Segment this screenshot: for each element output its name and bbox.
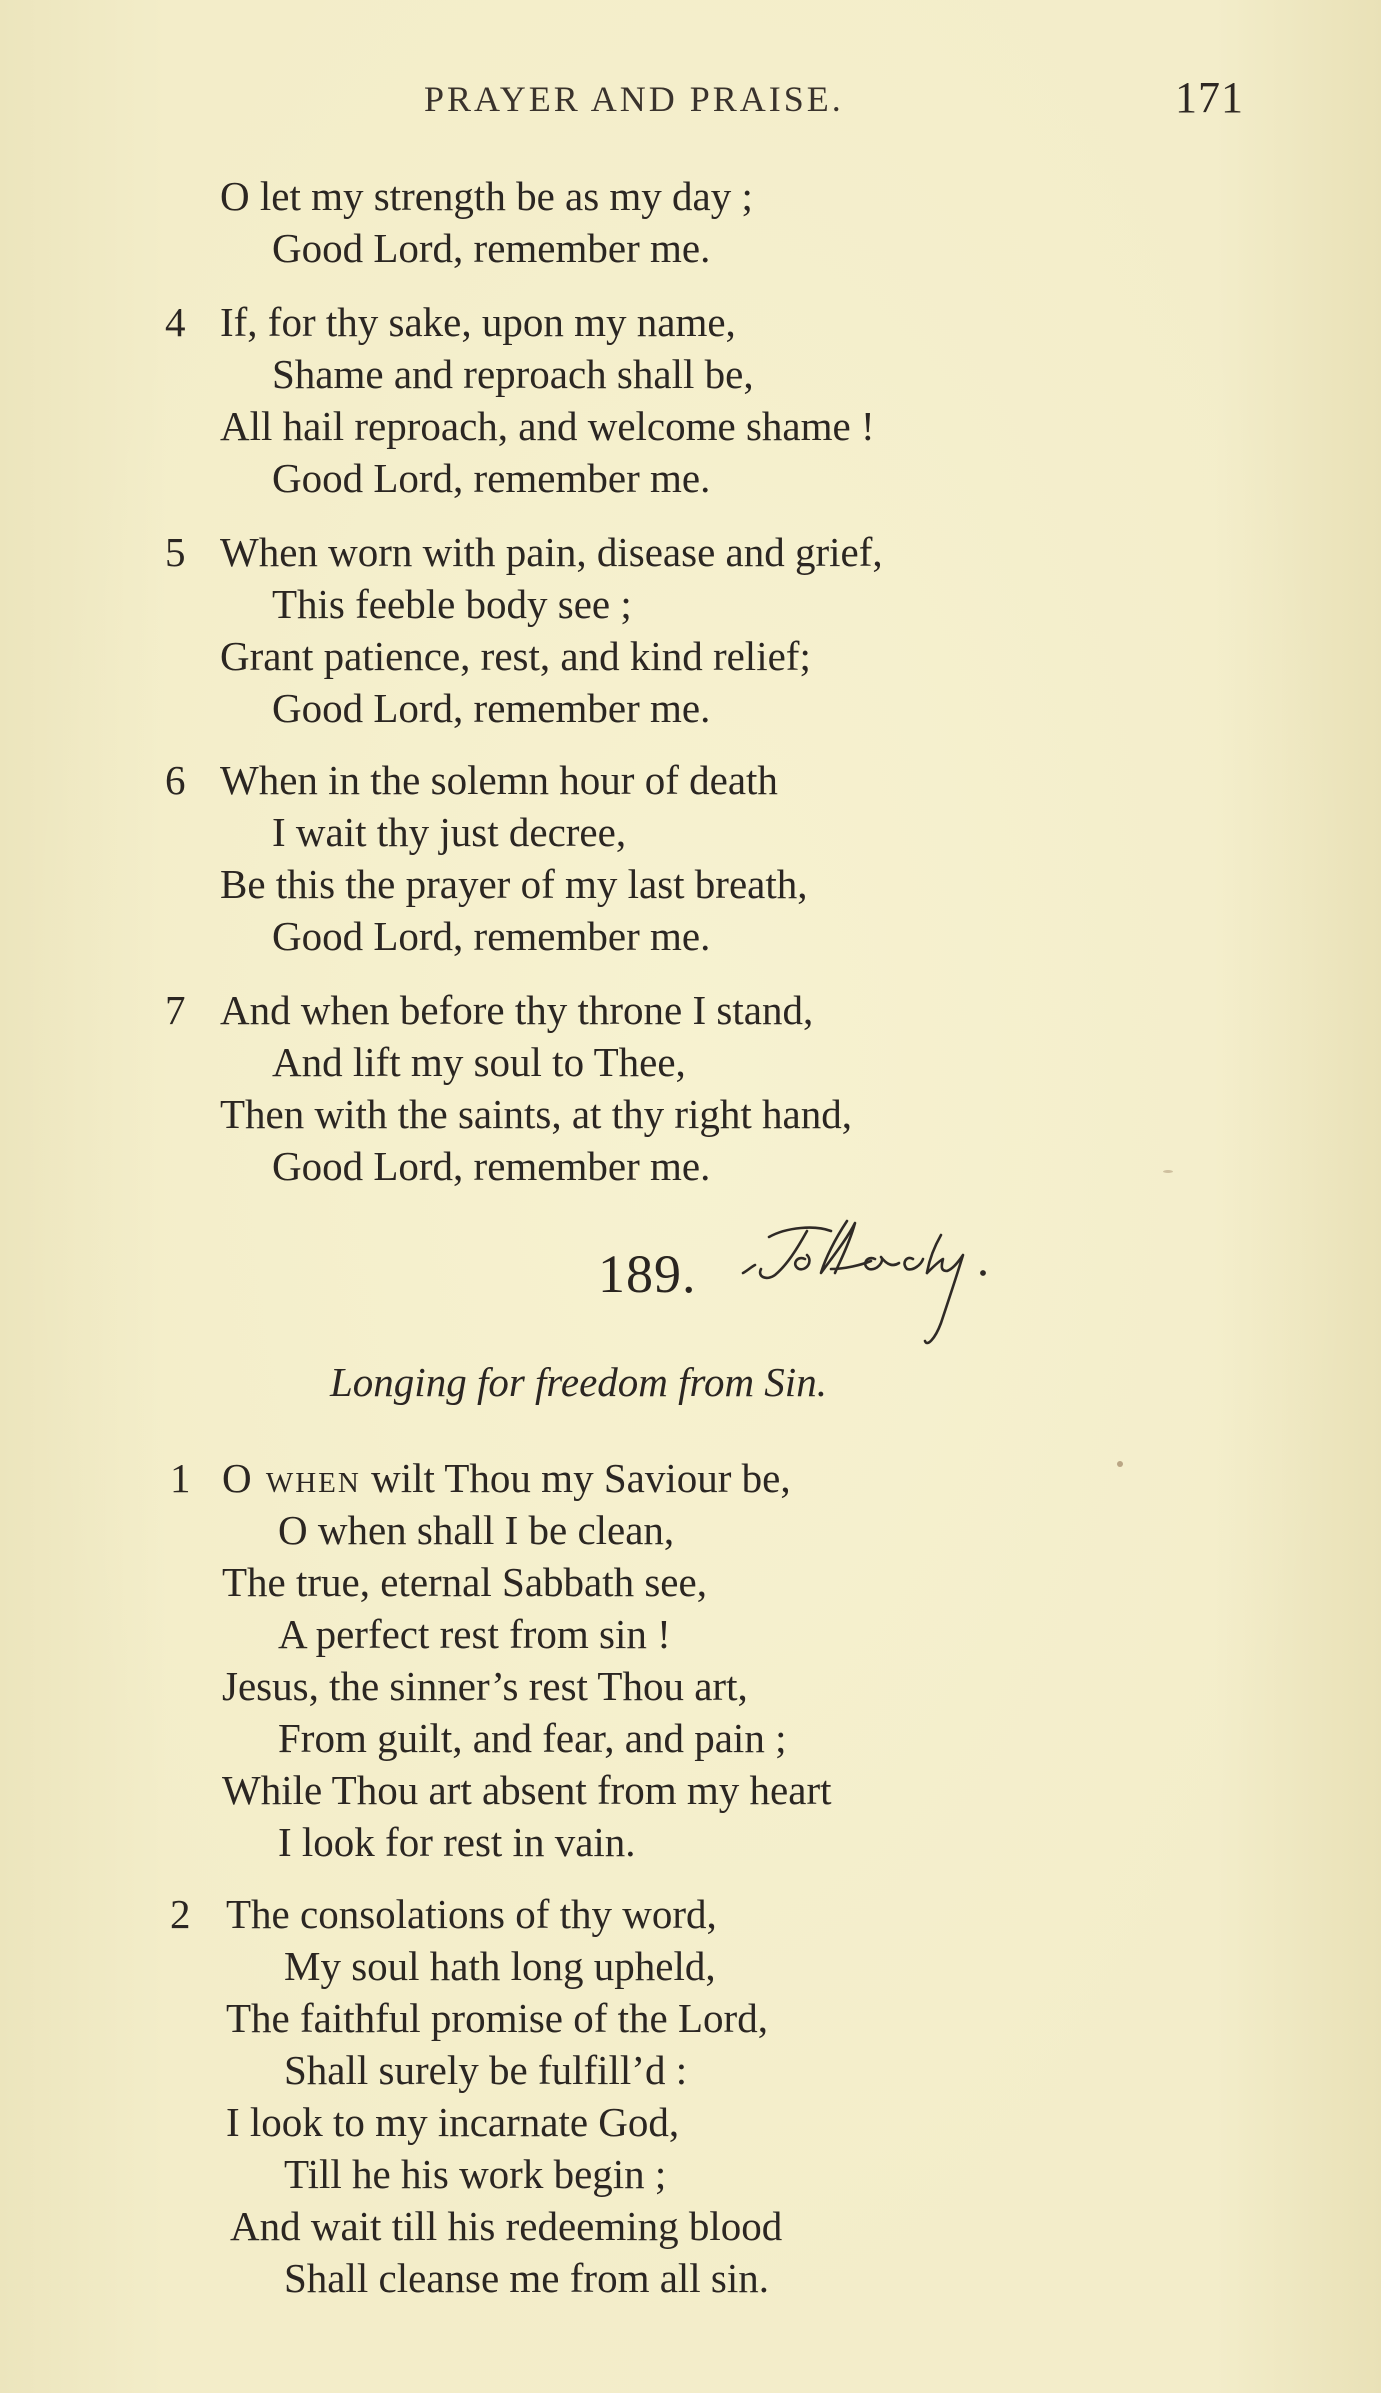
verse-number: 6 — [165, 757, 186, 803]
verse-line: And lift my soul to Thee, — [272, 1039, 686, 1085]
verse-line: I look to my incarnate God, — [226, 2099, 680, 2145]
verse-line: Good Lord, remember me. — [272, 685, 711, 731]
verse-line: Till he his work begin ; — [284, 2151, 667, 2197]
verse-number: 5 — [165, 529, 186, 575]
verse-line: Then with the saints, at thy right hand, — [220, 1091, 852, 1137]
verse-line: When in the solemn hour of death — [220, 757, 778, 803]
verse-number: 7 — [165, 987, 186, 1033]
verse-line: The true, eternal Sabbath see, — [222, 1559, 707, 1605]
verse-line: I look for rest in vain. — [278, 1819, 636, 1865]
verse-line: Good Lord, remember me. — [272, 1143, 711, 1189]
verse-line: O when shall I be clean, — [278, 1507, 675, 1553]
page-header — [0, 72, 1381, 132]
handwritten-tune-name — [735, 1215, 1055, 1365]
verse-line: A perfect rest from sin ! — [278, 1611, 671, 1657]
verse-line: And wait till his redeeming blood — [230, 2203, 783, 2249]
verse-line: Grant patience, rest, and kind relief; — [220, 633, 811, 679]
verse-line: All hail reproach, and welcome shame ! — [220, 403, 875, 449]
verse-number: 2 — [170, 1891, 191, 1937]
verse-line: O let my strength be as my day ; — [220, 173, 753, 219]
verse-line: Jesus, the sinner’s rest Thou art, — [222, 1663, 748, 1709]
verse-number: 4 — [165, 299, 186, 345]
verse-line: When worn with pain, disease and grief, — [220, 529, 883, 575]
verse-line: Shame and reproach shall be, — [272, 351, 754, 397]
verse-line: From guilt, and fear, and pain ; — [278, 1715, 787, 1761]
running-head: PRAYER AND PRAISE. — [424, 79, 844, 119]
verse-line: Good Lord, remember me. — [272, 913, 711, 959]
verse-opening-words: O when — [222, 1455, 361, 1501]
verse-line: Good Lord, remember me. — [272, 225, 711, 271]
verse-line: Shall cleanse me from all sin. — [284, 2255, 770, 2301]
paper-speck — [1117, 1461, 1123, 1467]
hymn-number: 189. — [598, 1244, 697, 1304]
paper-speck — [1163, 1170, 1173, 1173]
verse-line: The consolations of thy word, — [226, 1891, 717, 1937]
hymn-title: Longing for freedom from Sin. — [330, 1359, 827, 1405]
verse-line: Shall surely be fulfill’d : — [284, 2047, 688, 2093]
verse-line: While Thou art absent from my heart — [222, 1767, 832, 1813]
verse-line: My soul hath long upheld, — [284, 1943, 716, 1989]
verse-line — [222, 1452, 791, 1504]
verse-line: And when before thy throne I stand, — [220, 987, 814, 1033]
verse-line-rest: wilt Thou my Saviour be, — [360, 1455, 791, 1501]
verse-line: Be this the prayer of my last breath, — [220, 861, 808, 907]
verse-line: If, for thy sake, upon my name, — [220, 299, 736, 345]
verse-line: Good Lord, remember me. — [272, 455, 711, 501]
page-number: 171 — [1175, 73, 1244, 122]
verse-line: The faithful promise of the Lord, — [226, 1995, 768, 2041]
verse-line: I wait thy just decree, — [272, 809, 627, 855]
verse-line: This feeble body see ; — [272, 581, 632, 627]
verse-number: 1 — [170, 1455, 191, 1501]
